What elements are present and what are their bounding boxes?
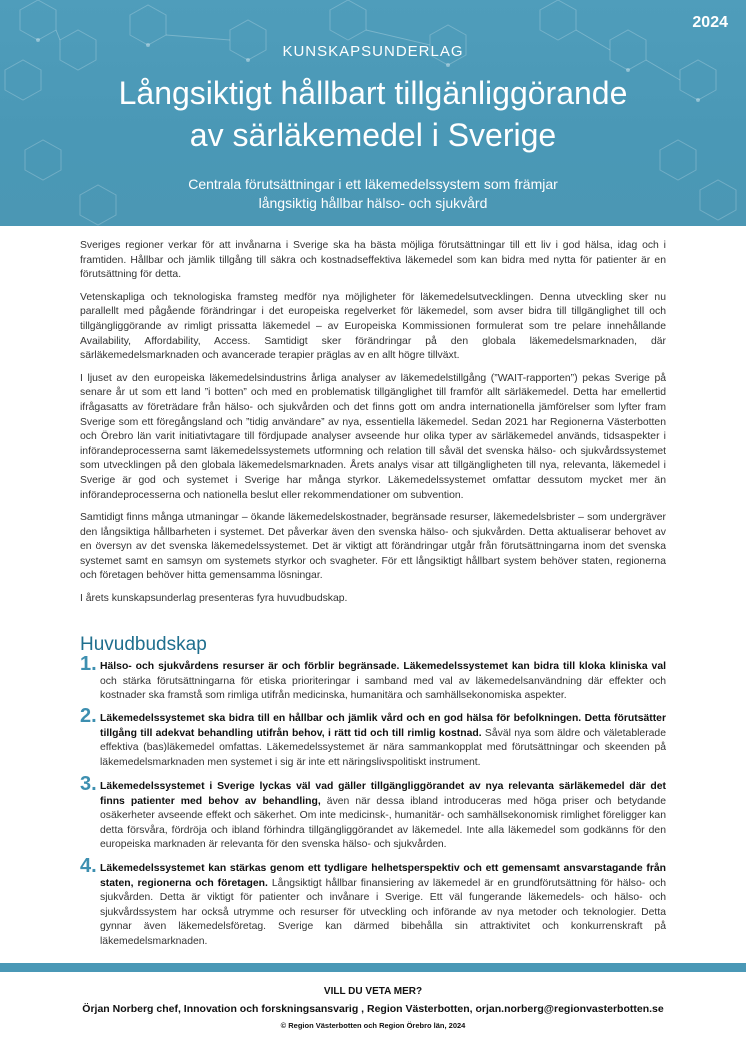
key-message-body: Långsiktigt hållbar finansiering av läkemedel är en grundförutsättning för hälso- och sjukvården. Detta är viktigt för patienter och invånare i Sverige. Ett väl fungerande läkemedels- och hälso- och sjukvårdssystem har också utrymme och resurser för utveckling och införande av nya metoder och teknologier. Detta gynnar även läkemedelsföretag. Sverige kan därmed bibehålla sin attraktivitet och konkurrenskraft på läkemedelsmarknaden.: [100, 877, 666, 947]
footer-divider: [0, 963, 746, 972]
report-year: 2024: [692, 14, 728, 31]
key-message-text: [100, 660, 666, 704]
page-subtitle-line-2: långsiktig hållbar hälso- och sjukvård: [258, 195, 488, 211]
key-message-bold: Läkemedelssystemet i Sverige lyckas väl vad gäller tillgängliggörandet av nya relevanta särläkemedel där det finns patienter med behov av behandling,: [100, 781, 666, 807]
page-subtitle: [0, 175, 746, 213]
key-message-body: Såväl nya som äldre och väletablerade effektiva (bas)läkemedel omfattas. Läkemedelssystemet är nära sammankopplat med förutsättningar och skeenden på läkemedelsmarknaden men systemet i sig är inte ett näringslivspolitiskt instrument.: [100, 727, 666, 768]
key-message-text: [100, 712, 666, 770]
key-message: [80, 773, 666, 853]
footer-contact: Örjan Norberg chef, Innovation och forskningsansvarig , Region Västerbotten, orjan.norberg@regionvasterbotten.se: [82, 1003, 664, 1015]
document-kicker: KUNSKAPSUNDERLAG: [282, 43, 464, 60]
page-subtitle-line-1: Centrala förutsättningar i ett läkemedelssystem som främjar: [188, 176, 558, 192]
intro-paragraph: Vetenskapliga och teknologiska framsteg medför nya möjligheter för läkemedelsutvecklingen. Denna utveckling sker nu parallellt med pågående förändringar i det europeiska regelverket för läkemedel, som avser bidra till tillgänglighet till och tillgängliggörande av rimligt prissatta läkemedel – av Europeiska Kommissionen formulerat som tre pelare innehållande Availability, Affordability, Access. Samtidigt sker förändringar på den globala läkemedelsmarknaden, där särläkemedelsmarknaden och avancerade terapier präglas av en allt högre tillväxt.: [80, 291, 666, 362]
key-message: [80, 653, 666, 704]
page-title-line-1: Långsiktigt hållbart tillgänliggörande: [118, 75, 628, 111]
intro-paragraph: I årets kunskapsunderlag presenteras fyra huvudbudskap.: [80, 593, 348, 605]
intro-paragraph: Samtidigt finns många utmaningar – ökande läkemedelskostnader, begränsade resurser, läkemedelsbrister – som undergräver den långsiktiga hållbarheten i systemet. Det påverkar även den svenska hälso- och sjukvården. Detta aktualiserar behovet av en översyn av det svenska läkemedelssystemet. Det är viktigt att förändringar utgår från förutsättningarna inom det svenska systemet samt en samsyn om systemets styrkor och svagheter. För ett långsiktigt hållbart system behöver staten, regionerna och företagen behöver hitta gemensamma lösningar.: [80, 512, 666, 582]
key-message-text: [100, 780, 666, 853]
key-message-text: [100, 862, 666, 950]
intro-paragraph: Sveriges regioner verkar för att invånarna i Sverige ska ha bästa möjliga förutsättningar till ett liv i god hälsa, idag och i framtiden. Hållbar och jämlik tillgång till säkra och kostnadseffektiva läkemedel som kan bidra med nytta för patienter är en förutsättning för detta.: [80, 240, 666, 281]
page-title-line-2: av särläkemedel i Sverige: [189, 117, 557, 153]
key-message-number: 2.: [80, 705, 97, 727]
key-message-body: även när dessa ibland introduceras med höga priser och betydande osäkerheter avseende effekt och säkerhet. Om inte medicinsk-, humanitär- och samhällsekonomisk rimlighet föreligger kan detta försvåra, fördröja och ibland förhindra tillgängliggörandet av läkemedel. Inte alla läkemedel som godkänns för den europeiska marknaden är relevanta för den svenska hälso- och sjukvården.: [100, 795, 666, 851]
key-message-number: 3.: [80, 773, 97, 795]
footer-heading: VILL DU VETA MER?: [323, 986, 423, 997]
key-message-bold: Läkemedelssystemet ska bidra till en hållbar och jämlik vård och en god hälsa för befolkningen. Detta förutsätter tillgång till adekvat behandling utifrån behov, i rätt tid och till rimlig kostnad.: [100, 713, 666, 739]
key-message-bold: Läkemedelssystemet kan stärkas genom ett tydligare helhetsperspektiv och ett gemensamt ansvarstagande från staten, regionerna och företagen.: [100, 863, 666, 889]
intro-text: [80, 239, 666, 615]
section-heading: Huvudbudskap: [80, 634, 207, 655]
intro-paragraph: I ljuset av den europeiska läkemedelsindustrins årliga analyser av läkemedelstillgång (”WAIT-rapporten”) pekas Sverige på senare år ut som ett land ”i botten” och med en problematisk tillgänglighet till framför allt särläkemedel. Detta har emellertid ifrågasatts av företrädare från hälso- och sjukvården och det finns gott om andra internationella jämförelser som lyfter fram Sverige som ett föregångsland och ”tidig användare” av nya, essentiella läkemedel. Sedan 2021 har Regionerna Västerbotten och Örebro län varit initiativtagare till fördjupade analyser avseende hur olika typer av särläkemedel används, tidsaspekter i införandeprocesserna samt läkemedelssystemets utformning och relation till såväl det svenska hälso- och sjukvårdssystemet som utvecklingen på den globala läkemedelsmarknaden. Årets analys visar att tillgängligheten till nya, relevanta, läkemedel i Sverige är god och systemet i Sverige har många styrkor. Läkemedelssystemet omfattar dessutom mycket mer än införandeprocesserna och nationella beslut eller rekommendationer om subvention.: [80, 372, 666, 501]
key-message-body: och stärka förutsättningarna för etiska prioriteringar i samband med val av läkemedelsanvändning där effekter och kostnader ska framstå som rimliga utifrån medicinska, humanitära och samhällsekonomiska aspekter.: [100, 675, 666, 702]
key-message: [80, 855, 666, 950]
footer-copyright: © Region Västerbotten och Region Örebro län, 2024: [280, 1021, 466, 1030]
header-banner: [0, 0, 746, 226]
key-message: [80, 705, 666, 770]
key-message-number: 1.: [80, 653, 97, 675]
key-message-bold: Hälso- och sjukvårdens resurser är och förblir begränsade. Läkemedelssystemet kan bidra till kloka kliniska val: [100, 661, 666, 672]
key-message-number: 4.: [80, 855, 97, 877]
page-title: [0, 72, 746, 156]
